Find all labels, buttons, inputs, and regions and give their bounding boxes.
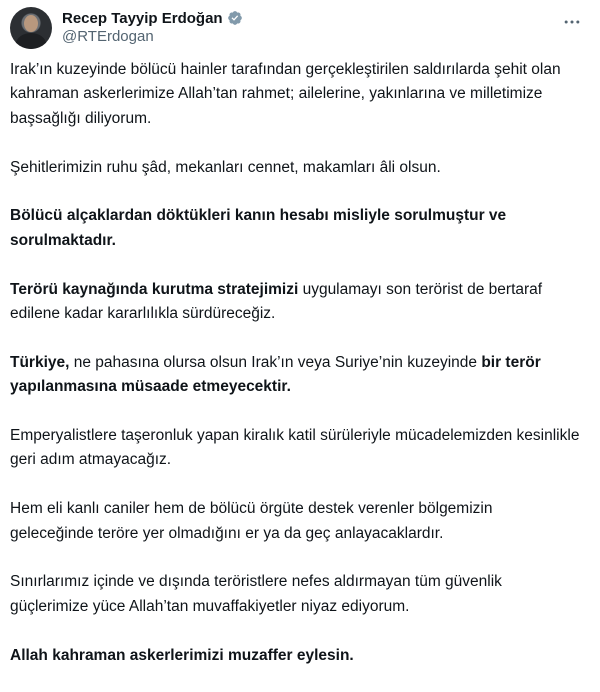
author-avatar[interactable] (10, 7, 52, 49)
tweet-paragraph-6: Emperyalistlere taşeronluk yapan kiralık katil sürüleriyle mücadelemizden kesinlikle geri adım atmayacağız. (10, 427, 580, 469)
author-name[interactable]: Recep Tayyip Erdoğan (62, 9, 223, 27)
bold-text: bir terör yapılanmasına müsaade etmeyecektir. (10, 353, 541, 396)
tweet-paragraph-2: Şehitlerimizin ruhu şâd, mekanları cennet, makamları âli olsun. (10, 158, 441, 176)
tweet-paragraph-3 (10, 204, 580, 253)
bold-text: Terörü kaynağında kurutma stratejimizi (10, 280, 299, 298)
tweet-paragraph-4 (10, 278, 580, 327)
bold-text: Bölücü alçaklardan döktükleri kanın hesabı misliyle sorulmuştur ve sorulmaktadır. (10, 207, 507, 249)
regular-text: uygulamayı son terörist de bertaraf edilene kadar kararlılıkla sürdüreceğiz. (10, 280, 543, 323)
author-handle[interactable]: @RTErdogan (62, 28, 154, 45)
tweet-paragraph-5 (10, 351, 580, 400)
tweet-paragraph-1: Irak’ın kuzeyinde bölücü hainler tarafından gerçekleştirilen saldırılarda şehit olan kahraman askerlerimize Allah’tan rahmet; ailelerine, yakınlarına ve milletimize başsağlığı diliyorum. (10, 61, 561, 127)
bold-text: Türkiye, (10, 353, 70, 371)
tweet-paragraph-7: Hem eli kanlı caniler hem de bölücü örgüte destek verenler bölgemizin geleceğinde teröre yer olmadığını er ya da geç anlayacaklardır. (10, 500, 493, 542)
more-options-icon[interactable] (558, 10, 586, 34)
avatar-shoulders (16, 33, 46, 49)
tweet-paragraph-9 (10, 644, 580, 668)
tweet-paragraph-8: Sınırlarımız içinde ve dışında teröristlere nefes aldırmayan tüm güvenlik güçlerimize yüce Allah’tan muvaffakiyetler niyaz ediyorum. (10, 573, 502, 615)
avatar-face (24, 15, 38, 32)
tweet-text (10, 58, 580, 692)
author-name-line (62, 8, 243, 28)
regular-text: ne pahasına olursa olsun Irak’ın veya Suriye’nin kuzeyinde (69, 353, 482, 371)
verified-badge-icon (227, 10, 243, 26)
bold-text: Allah kahraman askerlerimizi muzaffer eylesin. (10, 646, 354, 664)
tweet-header (10, 6, 590, 50)
